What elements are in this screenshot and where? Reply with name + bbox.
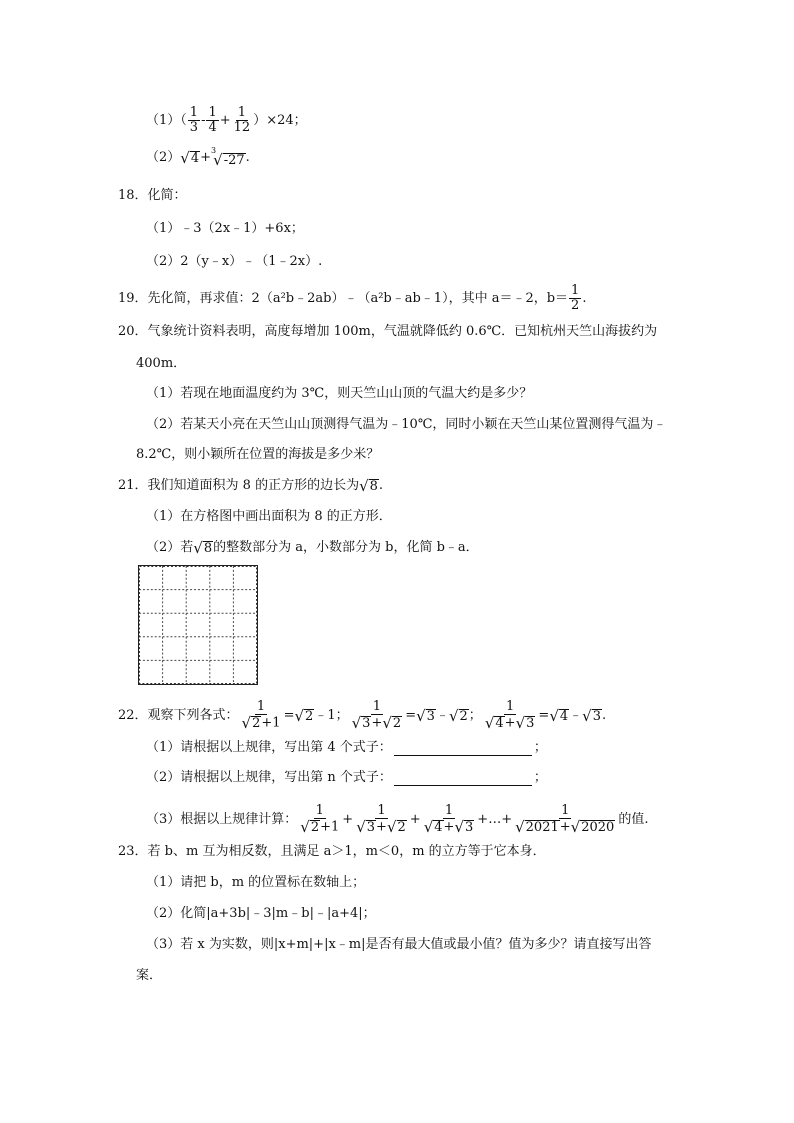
- p21-part2: [146, 538, 479, 558]
- p23-part3b: 案．: [136, 968, 163, 983]
- p22-part1: （1）请根据以上规律，写出第 4 个式子： ；: [146, 740, 547, 755]
- text: （2）: [146, 150, 181, 165]
- plus: +: [200, 150, 212, 165]
- p19: [118, 284, 586, 313]
- fraction: $\frac{1}{12}$: [233, 105, 251, 135]
- fraction: 1 √ 2 +1: [300, 803, 340, 836]
- fraction: 1 √ 2021 + √ 2020: [515, 803, 615, 836]
- grid-lines: [139, 566, 257, 684]
- answer-blank: [394, 771, 532, 786]
- p18-title: 18．化简：: [118, 188, 187, 203]
- sqrt: √ 3: [416, 706, 435, 725]
- plus: +: [219, 112, 231, 128]
- text: .: [245, 150, 250, 165]
- fraction: $\frac{1}{3}$: [189, 105, 199, 135]
- p23-part1: （1）请把 b，m 的位置标在数轴上；: [146, 875, 366, 890]
- fraction: 1 √ 3 + √ 2: [356, 803, 406, 836]
- p20-part1: （1）若现在地面温度约为 3℃，则天竺山山顶的气温大约是多少？: [146, 386, 533, 401]
- p23-part3a: （3）若 x 为实数，则|x+m|+|x﹣m|是否有最大值或最小值？值为多少？请直接写出答: [146, 937, 652, 952]
- fraction: 1 √ 2 +1: [241, 699, 281, 732]
- cube-root: 3 √ -27: [211, 146, 245, 169]
- text: 的整数部分为 a，小数部分为 b，化简 b﹣a．: [213, 540, 479, 555]
- p17-part1: [146, 106, 307, 135]
- fraction: 1 √ 4 + √ 3: [423, 803, 474, 836]
- p21-part1: （1）在方格图中画出面积为 8 的正方形．: [146, 509, 392, 524]
- text: .: [582, 290, 587, 306]
- p20-part2a: （2）若某天小亮在天竺山山顶测得气温为﹣10℃，同时小颖在天竺山某位置测得气温为﹣: [146, 417, 667, 432]
- fraction: 1 √ 3 + √ 2: [351, 699, 402, 732]
- fraction: $\frac{1}{2}$: [571, 283, 580, 313]
- text: （1）（: [146, 112, 187, 128]
- p18-part1: （1）﹣3（2x﹣1）+6x；: [146, 221, 304, 236]
- answer-blank: [394, 741, 532, 756]
- p23-line1: 23．若 b、m 互为相反数，且满足 a＞1，m＜0，m 的立方等于它本身．: [118, 844, 546, 859]
- p22-part2: （2）请根据以上规律，写出第 n 个式子： ；: [146, 770, 547, 785]
- p23-part2: （2）化简|a+3b|﹣3|m﹣b|﹣|a+4|；: [146, 906, 376, 921]
- p20-line2: 400m．: [136, 356, 187, 371]
- sqrt: √ 4: [549, 706, 569, 725]
- p18-part2: （2）2（y﹣x）﹣（1﹣2x）.: [146, 254, 323, 269]
- p20-line1: 20．气象统计资料表明，高度每增加 100m，气温就降低约 0.6℃．已知杭州天竺山海拔约为: [118, 324, 658, 339]
- text: 21．我们知道面积为 8 的正方形的边长为: [118, 478, 360, 493]
- fraction: 1 √ 4 + √ 3: [484, 699, 535, 732]
- sqrt: √ 3: [582, 706, 602, 725]
- text: 19．先化简，再求值：2（a²b﹣2ab）﹣（a²b﹣ab﹣1），其中 a＝﹣2，b＝: [118, 290, 569, 306]
- sqrt: √ 2: [294, 706, 314, 725]
- text: ）×24；: [253, 112, 307, 128]
- sqrt: √ 8: [359, 477, 378, 495]
- minus: -: [201, 112, 206, 128]
- text: 22．观察下列各式：: [118, 707, 239, 723]
- p22: 22．观察下列各式： 1 √ 2 +1 = √ 2 ﹣1； 1 √ 3 + √ 2 = √ 3 ﹣ √ 2 ； 1 √ 4 + √ 3 = √ 4 ﹣ √ 3 .: [118, 699, 607, 732]
- sqrt: √ 4: [180, 149, 200, 167]
- sqrt: √ 2: [448, 706, 468, 725]
- p17-part2: [146, 148, 250, 168]
- text: .: [378, 478, 384, 493]
- sqrt: √ 8: [193, 539, 213, 557]
- fraction: $\frac{1}{4}$: [208, 105, 217, 135]
- p22-part3: （3）根据以上规律计算： 1 √ 2 +1 + 1 √ 3 + √ 2 + 1 √ 4 + √ 3 +…+ 1 √ 2021 + √ 2020 的值.: [146, 803, 649, 836]
- p20-part2b: 8.2℃，则小颖所在位置的海拔是多少米？: [136, 447, 380, 462]
- p21: [118, 476, 383, 496]
- square-grid: [138, 565, 258, 685]
- text: （2）若: [146, 540, 194, 555]
